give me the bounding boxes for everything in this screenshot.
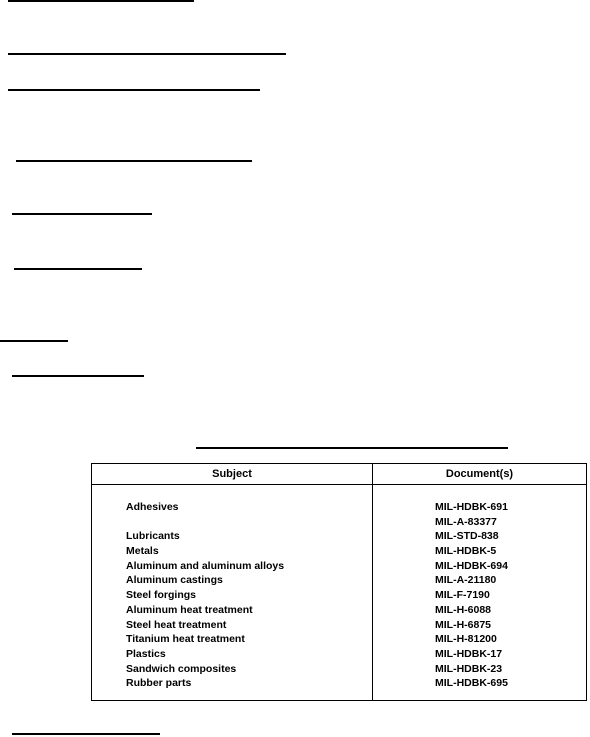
- subject-cell: Steel forgings: [126, 589, 197, 602]
- heading-rule-2: [8, 53, 286, 55]
- document-cell: MIL-A-21180: [435, 574, 497, 587]
- table-row: [92, 632, 586, 647]
- document-cell: MIL-HDBK-17: [435, 647, 503, 660]
- table-row: [92, 515, 586, 530]
- table-row: [92, 544, 586, 559]
- table-row: [92, 500, 586, 515]
- subject-cell: Lubricants: [126, 530, 180, 543]
- table-row: [92, 618, 586, 633]
- table-row: [92, 647, 586, 662]
- table-row: [92, 559, 586, 574]
- table-row: [92, 603, 586, 618]
- document-cell: MIL-HDBK-5: [435, 545, 497, 558]
- table-caption-rule: [196, 447, 508, 449]
- document-cell: MIL-H-6875: [435, 618, 492, 631]
- subject-cell: Plastics: [126, 647, 166, 660]
- subject-cell: Aluminum heat treatment: [126, 603, 253, 616]
- heading-rule-6: [14, 268, 142, 270]
- document-cell: MIL-STD-838: [435, 530, 499, 543]
- heading-rule-1: [8, 0, 194, 2]
- heading-rule-7: [0, 340, 68, 342]
- document-cell: MIL-HDBK-691: [435, 501, 508, 513]
- heading-rule-3: [8, 89, 260, 91]
- header-divider: [92, 484, 586, 485]
- heading-rule-4: [16, 160, 252, 162]
- subject-cell: Aluminum castings: [126, 574, 223, 587]
- subject-cell: Rubber parts: [126, 677, 192, 690]
- document-cell: MIL-HDBK-694: [435, 559, 508, 572]
- document-cell: MIL-HDBK-23: [435, 662, 503, 675]
- subject-cell: Adhesives: [126, 501, 179, 513]
- table-row: [92, 676, 586, 691]
- heading-rule-8: [12, 375, 144, 377]
- subject-cell: Aluminum and aluminum alloys: [126, 559, 285, 572]
- subject-cell: Metals: [126, 545, 159, 558]
- subject-cell: Titanium heat treatment: [126, 633, 245, 646]
- document-cell: MIL-A-83377: [435, 515, 497, 528]
- heading-rule-9: [12, 733, 160, 735]
- document-cell: MIL-F-7190: [435, 589, 490, 602]
- table-row: [92, 588, 586, 603]
- heading-rule-5: [12, 213, 152, 215]
- header-documents: Document(s): [445, 468, 514, 480]
- table-row: [92, 573, 586, 588]
- subject-cell: Sandwich composites: [126, 662, 237, 675]
- table-row: [92, 529, 586, 544]
- document-cell: MIL-H-81200: [435, 633, 497, 646]
- table-body: [92, 500, 586, 691]
- header-subject: Subject: [212, 468, 252, 480]
- document-cell: MIL-H-6088: [435, 603, 492, 616]
- reference-table: [91, 463, 587, 701]
- subject-cell: Steel heat treatment: [126, 618, 227, 631]
- table-row: [92, 662, 586, 677]
- document-cell: MIL-HDBK-695: [435, 677, 508, 690]
